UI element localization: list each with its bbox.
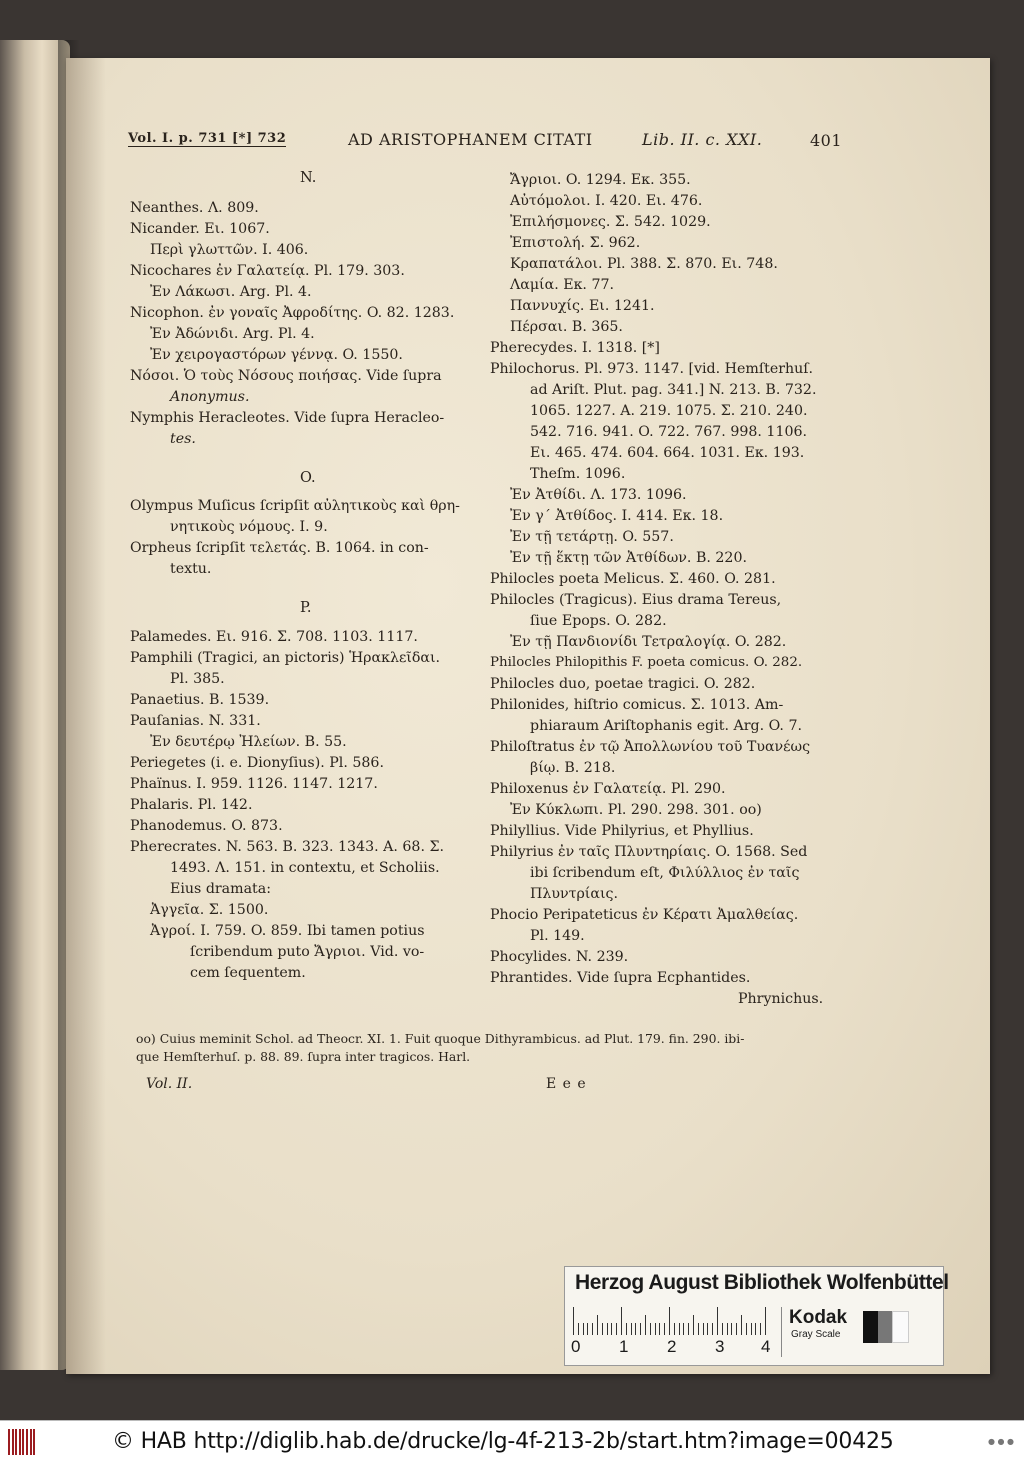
entry-line: Pherecydes. I. 1318. [*] [490,340,660,356]
ruler-tick [607,1323,608,1335]
entry-line: Ἐν Ἀδώνιδι. Arg. Pl. 4. [150,326,315,342]
header-title: AD ARISTOPHANEM CITATI [348,130,593,149]
ruler-tick [621,1307,622,1335]
ruler-tick [587,1323,588,1335]
logo-bar [33,1429,35,1455]
entry-line: Ἐν γ´ Ἀτθίδος. I. 414. Εκ. 18. [510,508,724,524]
entry-line: Philonides, hiſtrio comicus. Σ. 1013. Am- [490,697,784,713]
ruler-tick [645,1315,646,1335]
entry-line: Philocles poeta Melicus. Σ. 460. O. 281. [490,571,776,587]
footer-bar [0,1420,1024,1462]
ruler-tick [703,1323,704,1335]
entry-line: Ἐν τῇ Πανδιονίδι Τετραλογίᾳ. O. 282. [510,634,787,650]
entry-line: Pl. 149. [530,928,585,944]
gray-scale-label: Gray Scale [791,1329,841,1340]
card-title: Herzog August Bibliothek Wolfenbüttel [575,1271,949,1294]
ruler-tick [736,1323,737,1335]
section-heading-o: O. [300,470,316,486]
entry-line: 1065. 1227. A. 219. 1075. Σ. 210. 240. [530,403,808,419]
entry-line: Νόσοι. Ὁ τοὺς Νόσους ποιήσας. Vide ſupra [130,368,442,384]
entry-line: ſiue Epops. O. 282. [530,613,667,629]
entry-line: tes. [170,431,196,447]
entry-line: Pherecrates. N. 563. B. 323. 1343. A. 68. Σ. [130,839,445,855]
ruler-tick [616,1323,617,1335]
gray-patches [863,1311,909,1343]
entry-line: Ἐν δευτέρῳ Ἠλείων. B. 55. [150,734,347,750]
gray-patch [863,1311,878,1343]
entry-line: Ἐπιλήσμονες. Σ. 542. 1029. [510,214,711,230]
entry-line: Ἄγριοι. O. 1294. Εκ. 355. [510,172,691,188]
ruler-tick [765,1307,766,1335]
ruler-tick [640,1323,641,1335]
entry-line: νητικοὺς νόμους. I. 9. [170,519,328,535]
ruler-tick [655,1323,656,1335]
entry-line: Pl. 385. [170,671,225,687]
ruler-tick [707,1323,708,1335]
gathering-signature: E e e [546,1076,587,1092]
ruler-tick [635,1323,636,1335]
footer-copyright-link[interactable]: © HAB http://diglib.hab.de/drucke/lg-4f-213-2b/start.htm?image=00425 [112,1429,894,1454]
entry-line: Pauſanias. N. 331. [130,713,261,729]
entry-line: Palamedes. Ει. 916. Σ. 708. 1103. 1117. [130,629,418,645]
ruler-tick [611,1323,612,1335]
entry-line: Περὶ γλωττῶν. I. 406. [150,242,309,258]
entry-line: Ἐπιστολή. Σ. 962. [510,235,641,251]
entry-line: Πέρσαι. B. 365. [510,319,623,335]
dots-icon: ● ● ● [987,1437,1014,1446]
header-book-ref: Lib. II. c. XXI. [642,130,763,149]
entry-line: Periegetes (i. e. Dionyſius). Pl. 586. [130,755,384,771]
ruler-tick [659,1323,660,1335]
catchword: Phrynichus. [738,991,824,1007]
entry-line: Nicochares ἐν Γαλατείᾳ. Pl. 179. 303. [130,263,405,279]
entry-line: Orpheus ſcripſit τελετάς. B. 1064. in con- [130,540,429,556]
entry-line: Philoſtratus ἐν τῷ Ἀπολλωνίου τοῦ Τυανέως [490,739,811,755]
hab-logo-icon [8,1429,38,1455]
entry-line: Phalaris. Pl. 142. [130,797,253,813]
entry-line: Theſm. 1096. [530,466,626,482]
entry-line: cem ſequentem. [190,965,306,981]
entry-line: ibi ſcribendum eſt, Φιλύλλιος ἐν ταῖς [530,865,800,881]
ruler-tick [583,1323,584,1335]
logo-bar [12,1429,14,1455]
entry-line: Philochorus. Pl. 973. 1147. [vid. Hemſterhuſ. [490,361,814,377]
ruler-tick [669,1307,670,1335]
entry-line: Phanodemus. O. 873. [130,818,283,834]
book-page [66,58,990,1374]
ruler-tick [626,1323,627,1335]
entry-line: Κραπατάλοι. Pl. 388. Σ. 870. Ει. 748. [510,256,778,272]
entry-line: ſcribendum puto Ἄγριοι. Vid. vo- [190,944,425,960]
ruler-tick [693,1315,694,1335]
header-volume-ref: Vol. I. p. 731 [*] 732 [128,131,287,146]
logo-bar [19,1429,21,1455]
gray-patch [878,1311,893,1343]
page-gutter [66,58,106,1374]
entry-line: Ἐν Λάκωσι. Arg. Pl. 4. [150,284,312,300]
entry-line: phiaraum Ariſtophanis egit. Arg. O. 7. [530,718,802,734]
ruler-tick [760,1323,761,1335]
entry-line: Ἐν τῇ ἕκτῃ τῶν Ἀτθίδων. B. 220. [510,550,747,566]
entry-line: Ἐν τῇ τετάρτῃ. O. 557. [510,529,674,545]
logo-bar [26,1429,28,1455]
entry-line: Philocles duo, poetae tragici. O. 282. [490,676,756,692]
logo-bar [22,1429,24,1455]
ruler-number: 1 [619,1337,629,1356]
entry-line: Phaïnus. I. 959. 1126. 1147. 1217. [130,776,378,792]
card-divider [781,1307,782,1357]
page-number: 401 [810,131,843,150]
entry-line: Phocylides. N. 239. [490,949,629,965]
ruler-tick [717,1307,718,1335]
entry-line: Philyllius. Vide Philyrius, et Phyllius. [490,823,754,839]
entry-line: Λαμία. Εκ. 77. [510,277,615,293]
ruler-number: 2 [667,1337,677,1356]
entry-line: Olympus Muſicus ſcripſit αὐλητικοὺς καὶ θρη- [130,498,460,514]
ruler-tick [688,1323,689,1335]
ruler-ticks [573,1307,769,1335]
entry-line: ad Ariſt. Plut. pag. 341.] N. 213. B. 732. [530,382,817,398]
kodak-logo: Kodak [789,1307,848,1328]
entry-line: 542. 716. 941. O. 722. 767. 998. 1106. [530,424,808,440]
entry-line: Philoxenus ἐν Γαλατείᾳ. Pl. 290. [490,781,726,797]
section-heading-n: N. [300,170,317,186]
ruler-tick [578,1323,579,1335]
entry-line: Ἐν Κύκλωπι. Pl. 290. 298. 301. oo) [510,802,762,818]
ruler-tick [683,1323,684,1335]
ruler-number: 0 [571,1337,581,1356]
entry-line: Nymphis Heracleotes. Vide ſupra Heracleo- [130,410,445,426]
entry-line: Ἀγροί. I. 759. O. 859. Ibi tamen potius [150,923,425,939]
logo-bar [8,1429,10,1455]
entry-line: βίῳ. B. 218. [530,760,616,776]
ruler-tick [602,1323,603,1335]
ruler-tick [679,1323,680,1335]
entry-line: Panaetius. B. 1539. [130,692,270,708]
entry-line: Ει. 465. 474. 604. 664. 1031. Εκ. 193. [530,445,805,461]
volume-signature: Vol. II. [146,1076,193,1092]
entry-line: Neanthes. Λ. 809. [130,200,259,216]
entry-line: Αὐτόμολοι. I. 420. Ει. 476. [510,193,703,209]
entry-line: Nicophon. ἐν γοναῖς Ἀφροδίτης. O. 82. 1283. [130,305,455,321]
ruler-tick [698,1323,699,1335]
ruler-tick [664,1323,665,1335]
logo-bar [30,1429,32,1455]
ruler-tick [755,1323,756,1335]
entry-line: 1493. Λ. 151. in contextu, et Scholiis. [170,860,440,876]
ruler-tick [592,1323,593,1335]
entry-line: Παννυχίς. Ει. 1241. [510,298,655,314]
ruler-number: 3 [715,1337,725,1356]
entry-line: Nicander. Ει. 1067. [130,221,270,237]
ruler-tick [597,1315,598,1335]
entry-line: Phocio Peripateticus ἐν Κέρατι Ἀμαλθείας. [490,907,799,923]
entry-line: Anonymus. [170,389,250,405]
entry-line: Philyrius ἐν ταῖς Πλυντηρίαις. O. 1568. Sed [490,844,808,860]
ruler-number: 4 [761,1337,771,1356]
ruler-tick [650,1323,651,1335]
ruler-tick [573,1307,574,1335]
entry-line: Philocles Philopithis F. poeta comicus. O. 282. [490,655,803,670]
ruler-tick [741,1315,742,1335]
ruler-tick [631,1323,632,1335]
logo-bar [15,1429,17,1455]
ruler-tick [746,1323,747,1335]
entry-line: Pamphili (Tragici, an pictoris) Ἡρακλεῖδαι. [130,650,441,666]
ruler-tick [751,1323,752,1335]
color-calibration-card [564,1266,949,1366]
entry-line: Πλυντρίαις. [530,886,618,902]
footnote-line: que Hemſterhuſ. p. 88. 89. ſupra inter tragicos. Harl. [136,1049,471,1064]
entry-line: Ἀγγεῖα. Σ. 1500. [150,902,269,918]
entry-line: Phrantides. Vide ſupra Ecphantides. [490,970,751,986]
ruler-tick [712,1323,713,1335]
entry-line: Philocles (Tragicus). Eius drama Tereus, [490,592,782,608]
entry-line: textu. [170,561,212,577]
entry-line: Ἐν χειρογαστόρων γέννᾳ. O. 1550. [150,347,403,363]
ruler-tick [731,1323,732,1335]
ruler-tick [727,1323,728,1335]
footnote-line: oo) Cuius meminit Schol. ad Theocr. XI. 1. Fuit quoque Dithyrambicus. ad Plut. 179. fin. 290. ibi- [136,1031,745,1046]
section-heading-p: P. [300,600,312,616]
ruler-tick [722,1323,723,1335]
ruler-tick [674,1323,675,1335]
entry-line: Ἐν Ἀτθίδι. Λ. 173. 1096. [510,487,687,503]
entry-line: Eius dramata: [170,881,271,897]
gray-patch [892,1311,909,1343]
